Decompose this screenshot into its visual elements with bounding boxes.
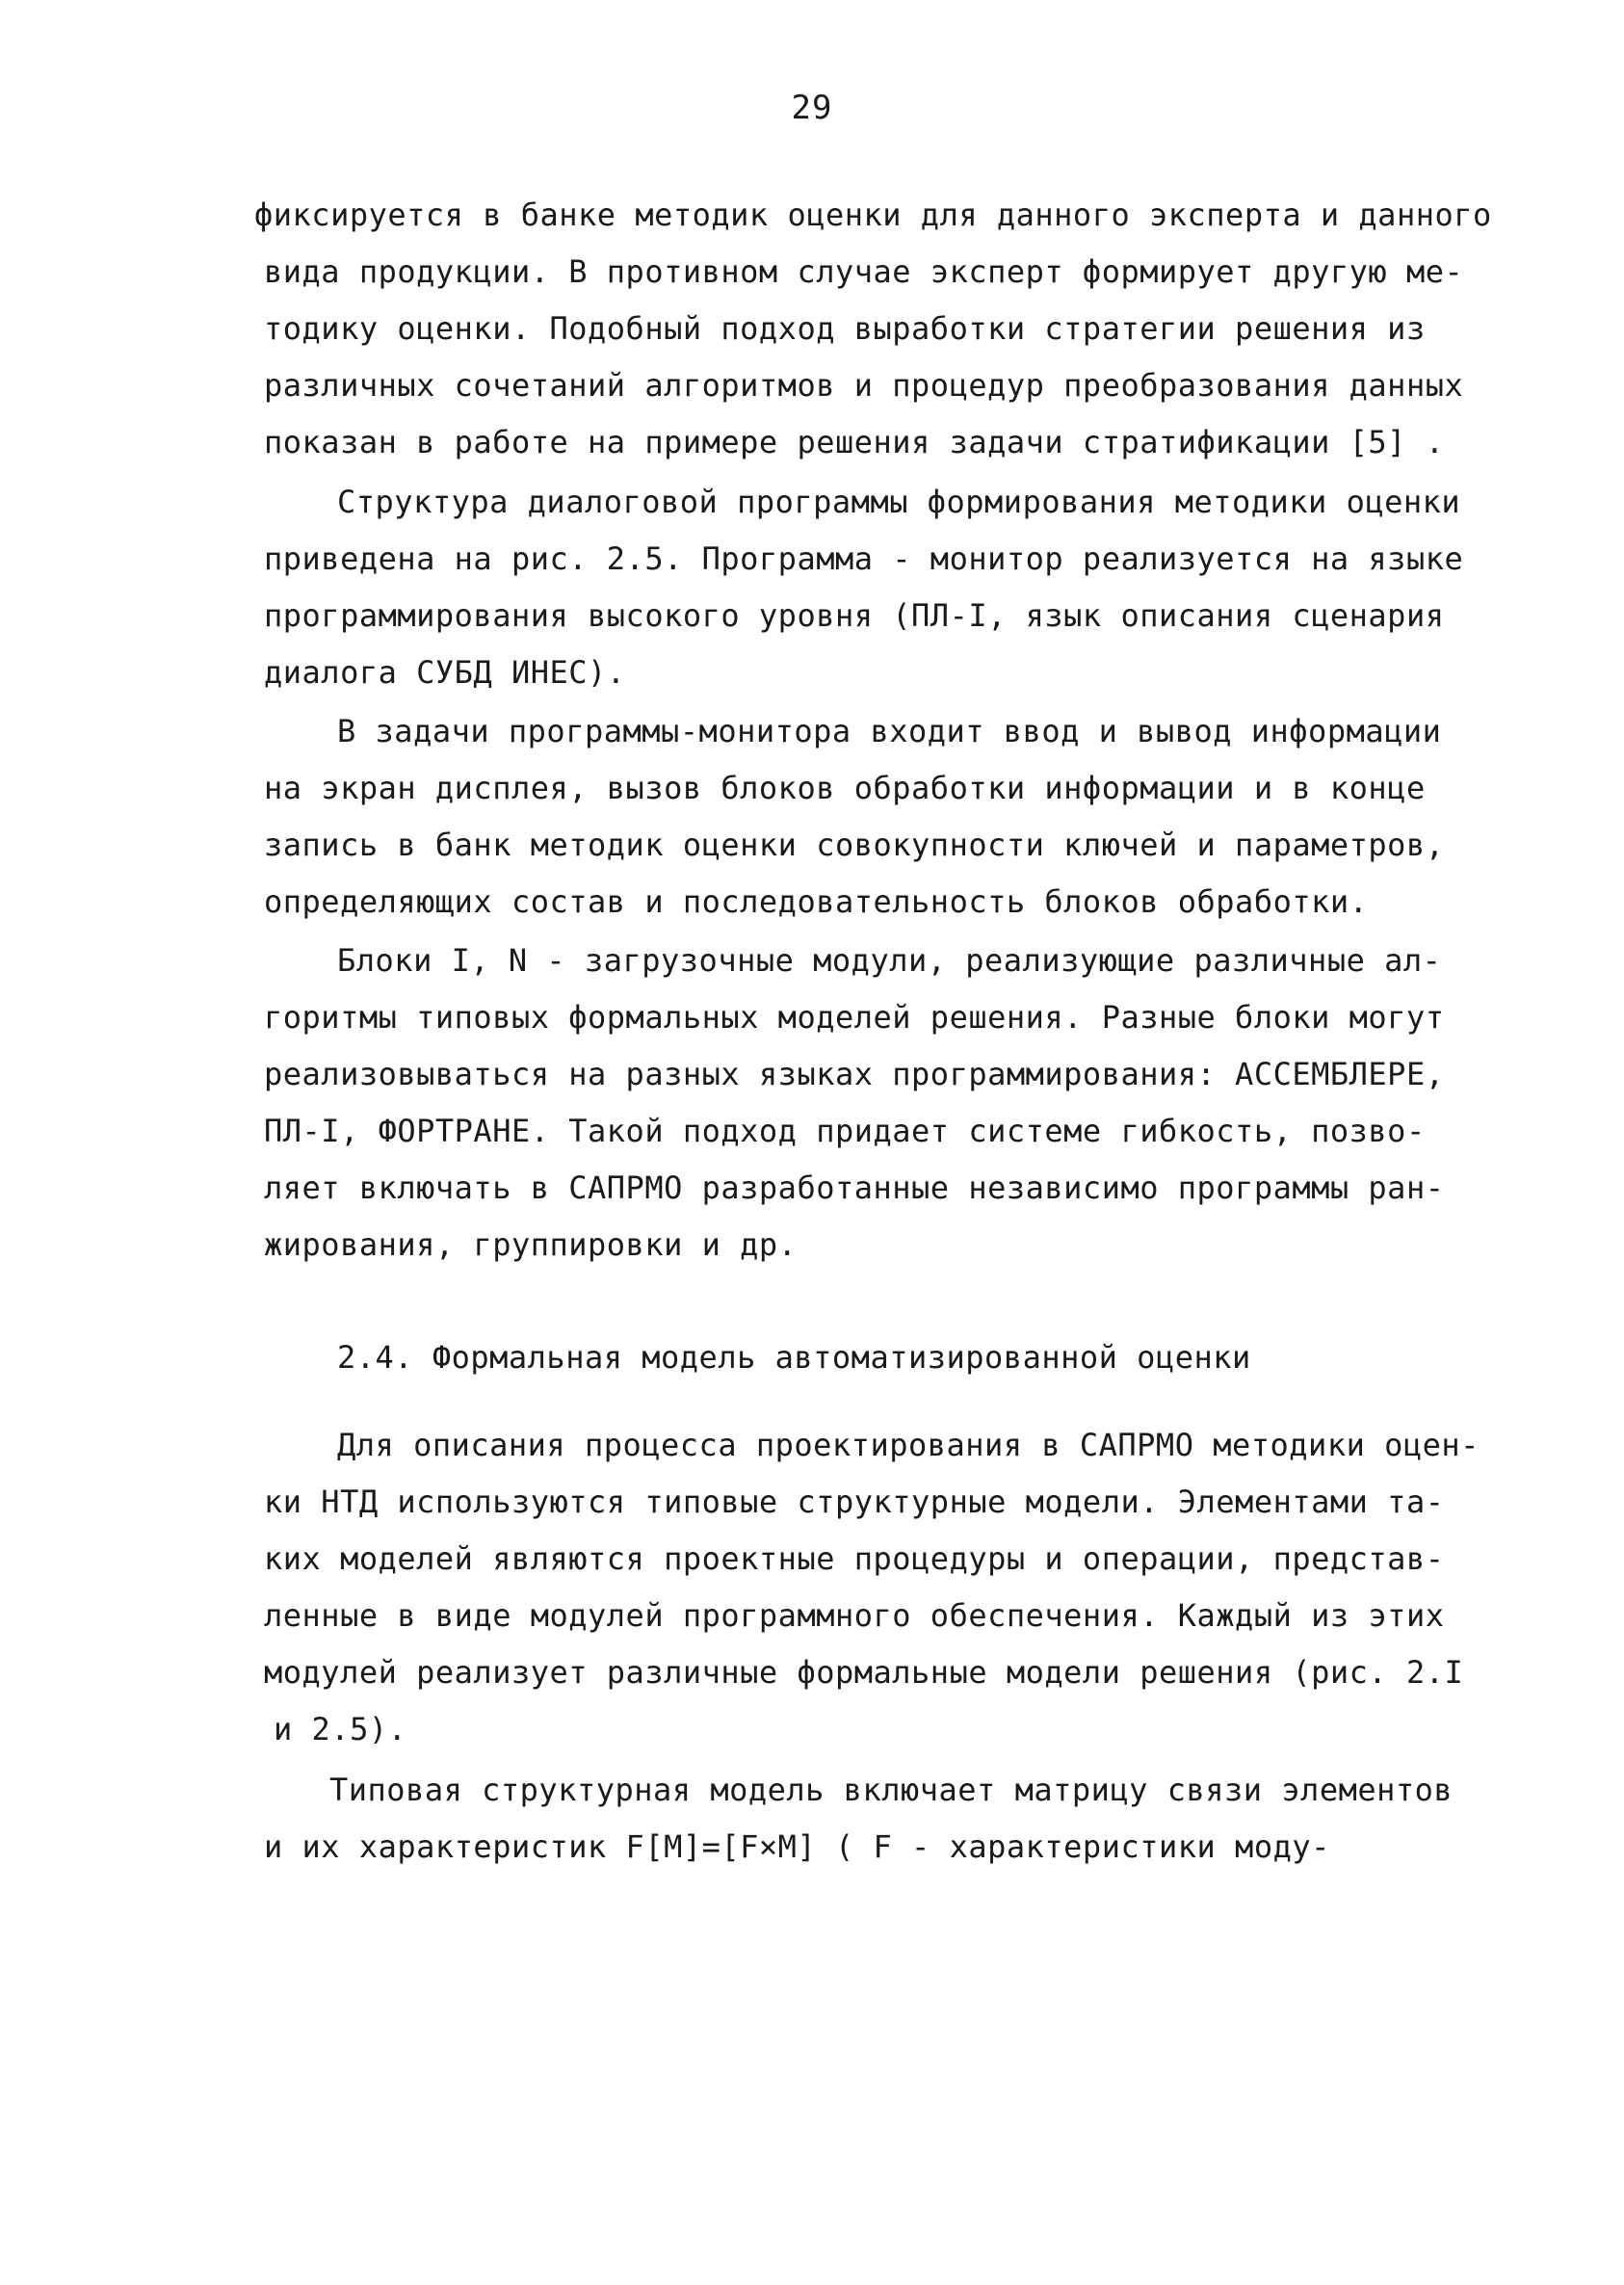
text-line: запись в банк методик оценки совокупности ключей и параметров, xyxy=(264,827,1445,863)
text-line: различных сочетаний алгоритмов и процедур преобразования данных xyxy=(264,367,1464,404)
text-line: модулей реализует различные формальные модели решения (рис. 2.I xyxy=(264,1654,1464,1691)
text-line: приведена на рис. 2.5. Программа - монитор реализуется на языке xyxy=(264,540,1464,577)
text-line: и 2.5). xyxy=(274,1711,407,1747)
text-line: ляет включать в САПРМО разработанные независимо программы ран- xyxy=(264,1169,1445,1206)
text-line: ки НТД используются типовые структурные модели. Элементами та- xyxy=(264,1484,1445,1520)
text-line: Для описания процесса проектирования в САПРМО методики оцен- xyxy=(337,1427,1480,1463)
text-line: В задачи программы-монитора входит ввод и вывод информации xyxy=(337,713,1442,749)
text-line: Типовая структурная модель включает матрицу связи элементов xyxy=(329,1772,1454,1808)
text-line: и их характеристик F[M]=[F×M] ( F - характеристики моду- xyxy=(264,1828,1330,1865)
text-line: жирования, группировки и др. xyxy=(264,1226,798,1263)
text-line: реализовываться на разных языках программирования: АССЕМБЛЕРЕ, xyxy=(264,1056,1445,1092)
text-line: ПЛ-I, ФОРТРАНЕ. Такой подход придает системе гибкость, позво- xyxy=(264,1113,1426,1149)
section-heading: 2.4. Формальная модель автоматизированной оценки xyxy=(337,1339,1251,1376)
text-line: на экран дисплея, вызов блоков обработки информации и в конце xyxy=(264,770,1426,806)
text-line: диалога СУБД ИНЕС). xyxy=(264,654,626,691)
text-line: Структура диалоговой программы формирования методики оценки xyxy=(337,484,1461,520)
text-line: тодику оценки. Подобный подход выработки стратегии решения из xyxy=(264,310,1426,347)
text-line: Блоки I, N - загрузочные модули, реализующие различные ал- xyxy=(337,942,1442,979)
text-line: фиксируется в банке методик оценки для данного эксперта и данного xyxy=(254,197,1492,233)
text-line: определяющих состав и последовательность блоков обработки. xyxy=(264,883,1369,920)
text-line: вида продукции. В противном случае эксперт формирует другую ме- xyxy=(264,253,1464,290)
text-line: горитмы типовых формальных моделей решения. Разные блоки могут xyxy=(264,999,1445,1036)
text-line: ленные в виде модулей программного обеспечения. Каждый из этих xyxy=(264,1597,1445,1634)
page-number: 29 xyxy=(791,89,833,127)
text-line: программирования высокого уровня (ПЛ-I, язык описания сценария xyxy=(264,597,1445,634)
text-line: показан в работе на примере решения задачи стратификации [5] . xyxy=(264,424,1445,460)
text-line: ких моделей являются проектные процедуры и операции, представ- xyxy=(264,1540,1445,1577)
